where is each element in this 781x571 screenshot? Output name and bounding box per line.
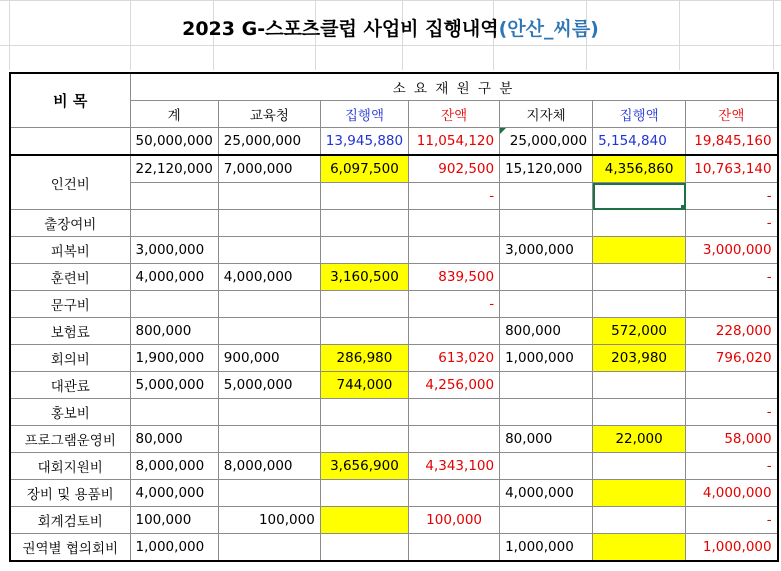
- cell-r5-c6[interactable]: 228,000: [686, 318, 778, 345]
- cell-r1-c0[interactable]: [130, 210, 218, 237]
- table-row: [10, 399, 778, 426]
- cell-r11-c2[interactable]: [320, 480, 408, 507]
- cell-r3-c0[interactable]: 4,000,000: [130, 264, 218, 291]
- cell-r3-c4[interactable]: [500, 264, 593, 291]
- cell-r6-c1[interactable]: 900,000: [218, 345, 320, 372]
- cell-r11-c5[interactable]: [593, 480, 686, 507]
- cell-r10-c4[interactable]: [500, 453, 593, 480]
- cell-r7-c3[interactable]: 4,256,000: [409, 372, 500, 399]
- cell-r5-c0[interactable]: 800,000: [130, 318, 218, 345]
- cell-r8-c3[interactable]: [409, 399, 500, 426]
- cell-r0b-c4[interactable]: [500, 183, 593, 210]
- table-row: [10, 480, 778, 507]
- row-label[interactable]: 훈련비: [10, 264, 130, 291]
- cell-r5-c1[interactable]: [218, 318, 320, 345]
- cell-r3-c6[interactable]: -: [686, 264, 778, 291]
- cell-r0b-c6[interactable]: -: [686, 183, 778, 210]
- cell-r2-c2[interactable]: [320, 237, 408, 264]
- cell-r8-c0[interactable]: [130, 399, 218, 426]
- cell-r9-c2[interactable]: [320, 426, 408, 453]
- row-label[interactable]: 회의비: [10, 345, 130, 372]
- cell-r1-c2[interactable]: [320, 210, 408, 237]
- cell-r0-c5[interactable]: 4,356,860: [593, 155, 686, 183]
- funding-group-header[interactable]: 소 요 재 원 구 분: [130, 73, 778, 101]
- table-row: [10, 237, 778, 264]
- comment-indicator-icon: [500, 128, 506, 134]
- cell-r4-c3[interactable]: -: [409, 291, 500, 318]
- cell-r10-c0[interactable]: 8,000,000: [130, 453, 218, 480]
- cell-r3-c5[interactable]: [593, 264, 686, 291]
- cell-r9-c6[interactable]: 58,000: [686, 426, 778, 453]
- cell-r9-c1[interactable]: [218, 426, 320, 453]
- row-label[interactable]: 출장여비: [10, 210, 130, 237]
- table-row: [10, 210, 778, 237]
- row-label[interactable]: 문구비: [10, 291, 130, 318]
- cell-r4-c0[interactable]: [130, 291, 218, 318]
- cell-r5-c4[interactable]: 800,000: [500, 318, 593, 345]
- cell-r8-c1[interactable]: [218, 399, 320, 426]
- cell-r7-c6[interactable]: [686, 372, 778, 399]
- cell-r0b-c1[interactable]: [218, 183, 320, 210]
- cell-r2-c6[interactable]: 3,000,000: [686, 237, 778, 264]
- cell-r3-c3[interactable]: 839,500: [409, 264, 500, 291]
- column-header-0[interactable]: 계: [130, 101, 218, 128]
- cell-r9-c4[interactable]: 80,000: [500, 426, 593, 453]
- cell-r7-c0[interactable]: 5,000,000: [130, 372, 218, 399]
- cell-r0-c6[interactable]: 10,763,140: [686, 155, 778, 183]
- column-header-3[interactable]: 잔액: [409, 101, 500, 128]
- cell-r7-c5[interactable]: [593, 372, 686, 399]
- cell-r7-c1[interactable]: 5,000,000: [218, 372, 320, 399]
- cell-r5-c5[interactable]: 572,000: [593, 318, 686, 345]
- cell-r6-c5[interactable]: 203,980: [593, 345, 686, 372]
- table-body: [10, 155, 778, 561]
- cell-r8-c4[interactable]: [500, 399, 593, 426]
- cell-r6-c6[interactable]: 796,020: [686, 345, 778, 372]
- row-label[interactable]: 회계검토비: [10, 507, 130, 534]
- table-row: [10, 264, 778, 291]
- fill-handle[interactable]: [681, 205, 686, 210]
- column-header-4[interactable]: 지자체: [500, 101, 593, 128]
- row-label[interactable]: 장비 및 용품비: [10, 480, 130, 507]
- total-cell-3[interactable]: 11,054,120: [409, 128, 500, 156]
- cell-r0-c2[interactable]: 6,097,500: [320, 155, 408, 183]
- cell-r13-c1[interactable]: [218, 534, 320, 562]
- cell-r7-c4[interactable]: [500, 372, 593, 399]
- cell-r10-c5[interactable]: [593, 453, 686, 480]
- cell-r11-c4[interactable]: 4,000,000: [500, 480, 593, 507]
- cell-r11-c6[interactable]: 4,000,000: [686, 480, 778, 507]
- cell-r9-c5[interactable]: 22,000: [593, 426, 686, 453]
- row-label[interactable]: 프로그램운영비: [10, 426, 130, 453]
- cell-r9-c3[interactable]: [409, 426, 500, 453]
- cell-r1-c3[interactable]: [409, 210, 500, 237]
- cell-r8-c2[interactable]: [320, 399, 408, 426]
- total-cell-4[interactable]: 25,000,000: [500, 128, 593, 156]
- row-label[interactable]: 대회지원비: [10, 453, 130, 480]
- cell-r0b-c5[interactable]: [593, 183, 686, 210]
- cell-r1-c6[interactable]: -: [686, 210, 778, 237]
- total-cell-5[interactable]: 5,154,840: [593, 128, 686, 156]
- cell-r4-c1[interactable]: [218, 291, 320, 318]
- cell-r6-c3[interactable]: 613,020: [409, 345, 500, 372]
- sheet-title: [0, 14, 781, 41]
- cell-r13-c3[interactable]: [409, 534, 500, 562]
- cell-r5-c2[interactable]: [320, 318, 408, 345]
- cell-r12-c1[interactable]: 100,000: [218, 507, 320, 534]
- table-row: [10, 318, 778, 345]
- table-row: [10, 155, 778, 183]
- cell-r0b-c3[interactable]: -: [409, 183, 500, 210]
- cell-r1-c4[interactable]: [500, 210, 593, 237]
- category-header[interactable]: 비 목: [10, 73, 130, 128]
- cell-r0-c4[interactable]: 15,120,000: [500, 155, 593, 183]
- cell-r12-c6[interactable]: -: [686, 507, 778, 534]
- cell-r13-c2[interactable]: [320, 534, 408, 562]
- cell-r12-c4[interactable]: [500, 507, 593, 534]
- row-label[interactable]: 홍보비: [10, 399, 130, 426]
- column-header-1[interactable]: 교육청: [218, 101, 320, 128]
- cell-r13-c0[interactable]: 1,000,000: [130, 534, 218, 562]
- cell-r2-c5[interactable]: [593, 237, 686, 264]
- column-header-2[interactable]: 집행액: [320, 101, 408, 128]
- table-row: [10, 345, 778, 372]
- cell-r12-c2[interactable]: [320, 507, 408, 534]
- cell-r4-c5[interactable]: [593, 291, 686, 318]
- row-label[interactable]: 인건비: [10, 155, 130, 210]
- cell-r13-c6[interactable]: 1,000,000: [686, 534, 778, 562]
- total-cell-0[interactable]: 50,000,000: [130, 128, 218, 156]
- cell-r5-c3[interactable]: [409, 318, 500, 345]
- cell-r9-c0[interactable]: 80,000: [130, 426, 218, 453]
- row-label[interactable]: 대관료: [10, 372, 130, 399]
- column-header-6[interactable]: 잔액: [686, 101, 778, 128]
- cell-r10-c3[interactable]: 4,343,100: [409, 453, 500, 480]
- cell-r11-c1[interactable]: [218, 480, 320, 507]
- table-row: [10, 291, 778, 318]
- cell-r7-c2[interactable]: 744,000: [320, 372, 408, 399]
- cell-r10-c1[interactable]: 8,000,000: [218, 453, 320, 480]
- cell-r2-c4[interactable]: 3,000,000: [500, 237, 593, 264]
- cell-r2-c0[interactable]: 3,000,000: [130, 237, 218, 264]
- cell-r12-c0[interactable]: 100,000: [130, 507, 218, 534]
- row-label[interactable]: 권역별 협의회비: [10, 534, 130, 562]
- cell-r3-c2[interactable]: 3,160,500: [320, 264, 408, 291]
- cell-r2-c1[interactable]: [218, 237, 320, 264]
- cell-r0-c3[interactable]: 902,500: [409, 155, 500, 183]
- cell-r11-c3[interactable]: [409, 480, 500, 507]
- cell-r10-c2[interactable]: 3,656,900: [320, 453, 408, 480]
- total-cell-2[interactable]: 13,945,880: [320, 128, 408, 156]
- cell-r0b-c2[interactable]: [320, 183, 408, 210]
- cell-r4-c4[interactable]: [500, 291, 593, 318]
- table-row: [10, 534, 778, 562]
- cell-r0-c1[interactable]: 7,000,000: [218, 155, 320, 183]
- cell-r10-c6[interactable]: -: [686, 453, 778, 480]
- cell-r12-c3[interactable]: 100,000: [409, 507, 500, 534]
- row-label[interactable]: 보험료: [10, 318, 130, 345]
- cell-r0-c0[interactable]: 22,120,000: [130, 155, 218, 183]
- cell-r8-c6[interactable]: -: [686, 399, 778, 426]
- cell-r13-c5[interactable]: [593, 534, 686, 562]
- cell-r6-c2[interactable]: 286,980: [320, 345, 408, 372]
- cell-r1-c1[interactable]: [218, 210, 320, 237]
- cell-r3-c1[interactable]: 4,000,000: [218, 264, 320, 291]
- cell-r2-c3[interactable]: [409, 237, 500, 264]
- cell-r6-c4[interactable]: 1,000,000: [500, 345, 593, 372]
- total-cell-1[interactable]: 25,000,000: [218, 128, 320, 156]
- table-row: [10, 507, 778, 534]
- totals-label-cell[interactable]: [10, 128, 130, 156]
- totals-row: [10, 128, 778, 156]
- sheet-title-sub: (안산_씨름): [498, 18, 599, 40]
- total-cell-6[interactable]: 19,845,160: [686, 128, 778, 156]
- cell-r6-c0[interactable]: 1,900,000: [130, 345, 218, 372]
- expense-table: [9, 72, 779, 562]
- sheet-title-main: 2023 G-스포츠클럽 사업비 집행내역: [182, 18, 499, 40]
- cell-r4-c6[interactable]: [686, 291, 778, 318]
- row-label[interactable]: 피복비: [10, 237, 130, 264]
- table-row: [10, 372, 778, 399]
- cell-r13-c4[interactable]: 1,000,000: [500, 534, 593, 562]
- table-row: [10, 426, 778, 453]
- cell-r11-c0[interactable]: 4,000,000: [130, 480, 218, 507]
- column-header-5[interactable]: 집행액: [593, 101, 686, 128]
- cell-r0b-c0[interactable]: [130, 183, 218, 210]
- cell-r12-c5[interactable]: [593, 507, 686, 534]
- table-row: [10, 453, 778, 480]
- cell-r4-c2[interactable]: [320, 291, 408, 318]
- cell-r8-c5[interactable]: [593, 399, 686, 426]
- cell-r1-c5[interactable]: [593, 210, 686, 237]
